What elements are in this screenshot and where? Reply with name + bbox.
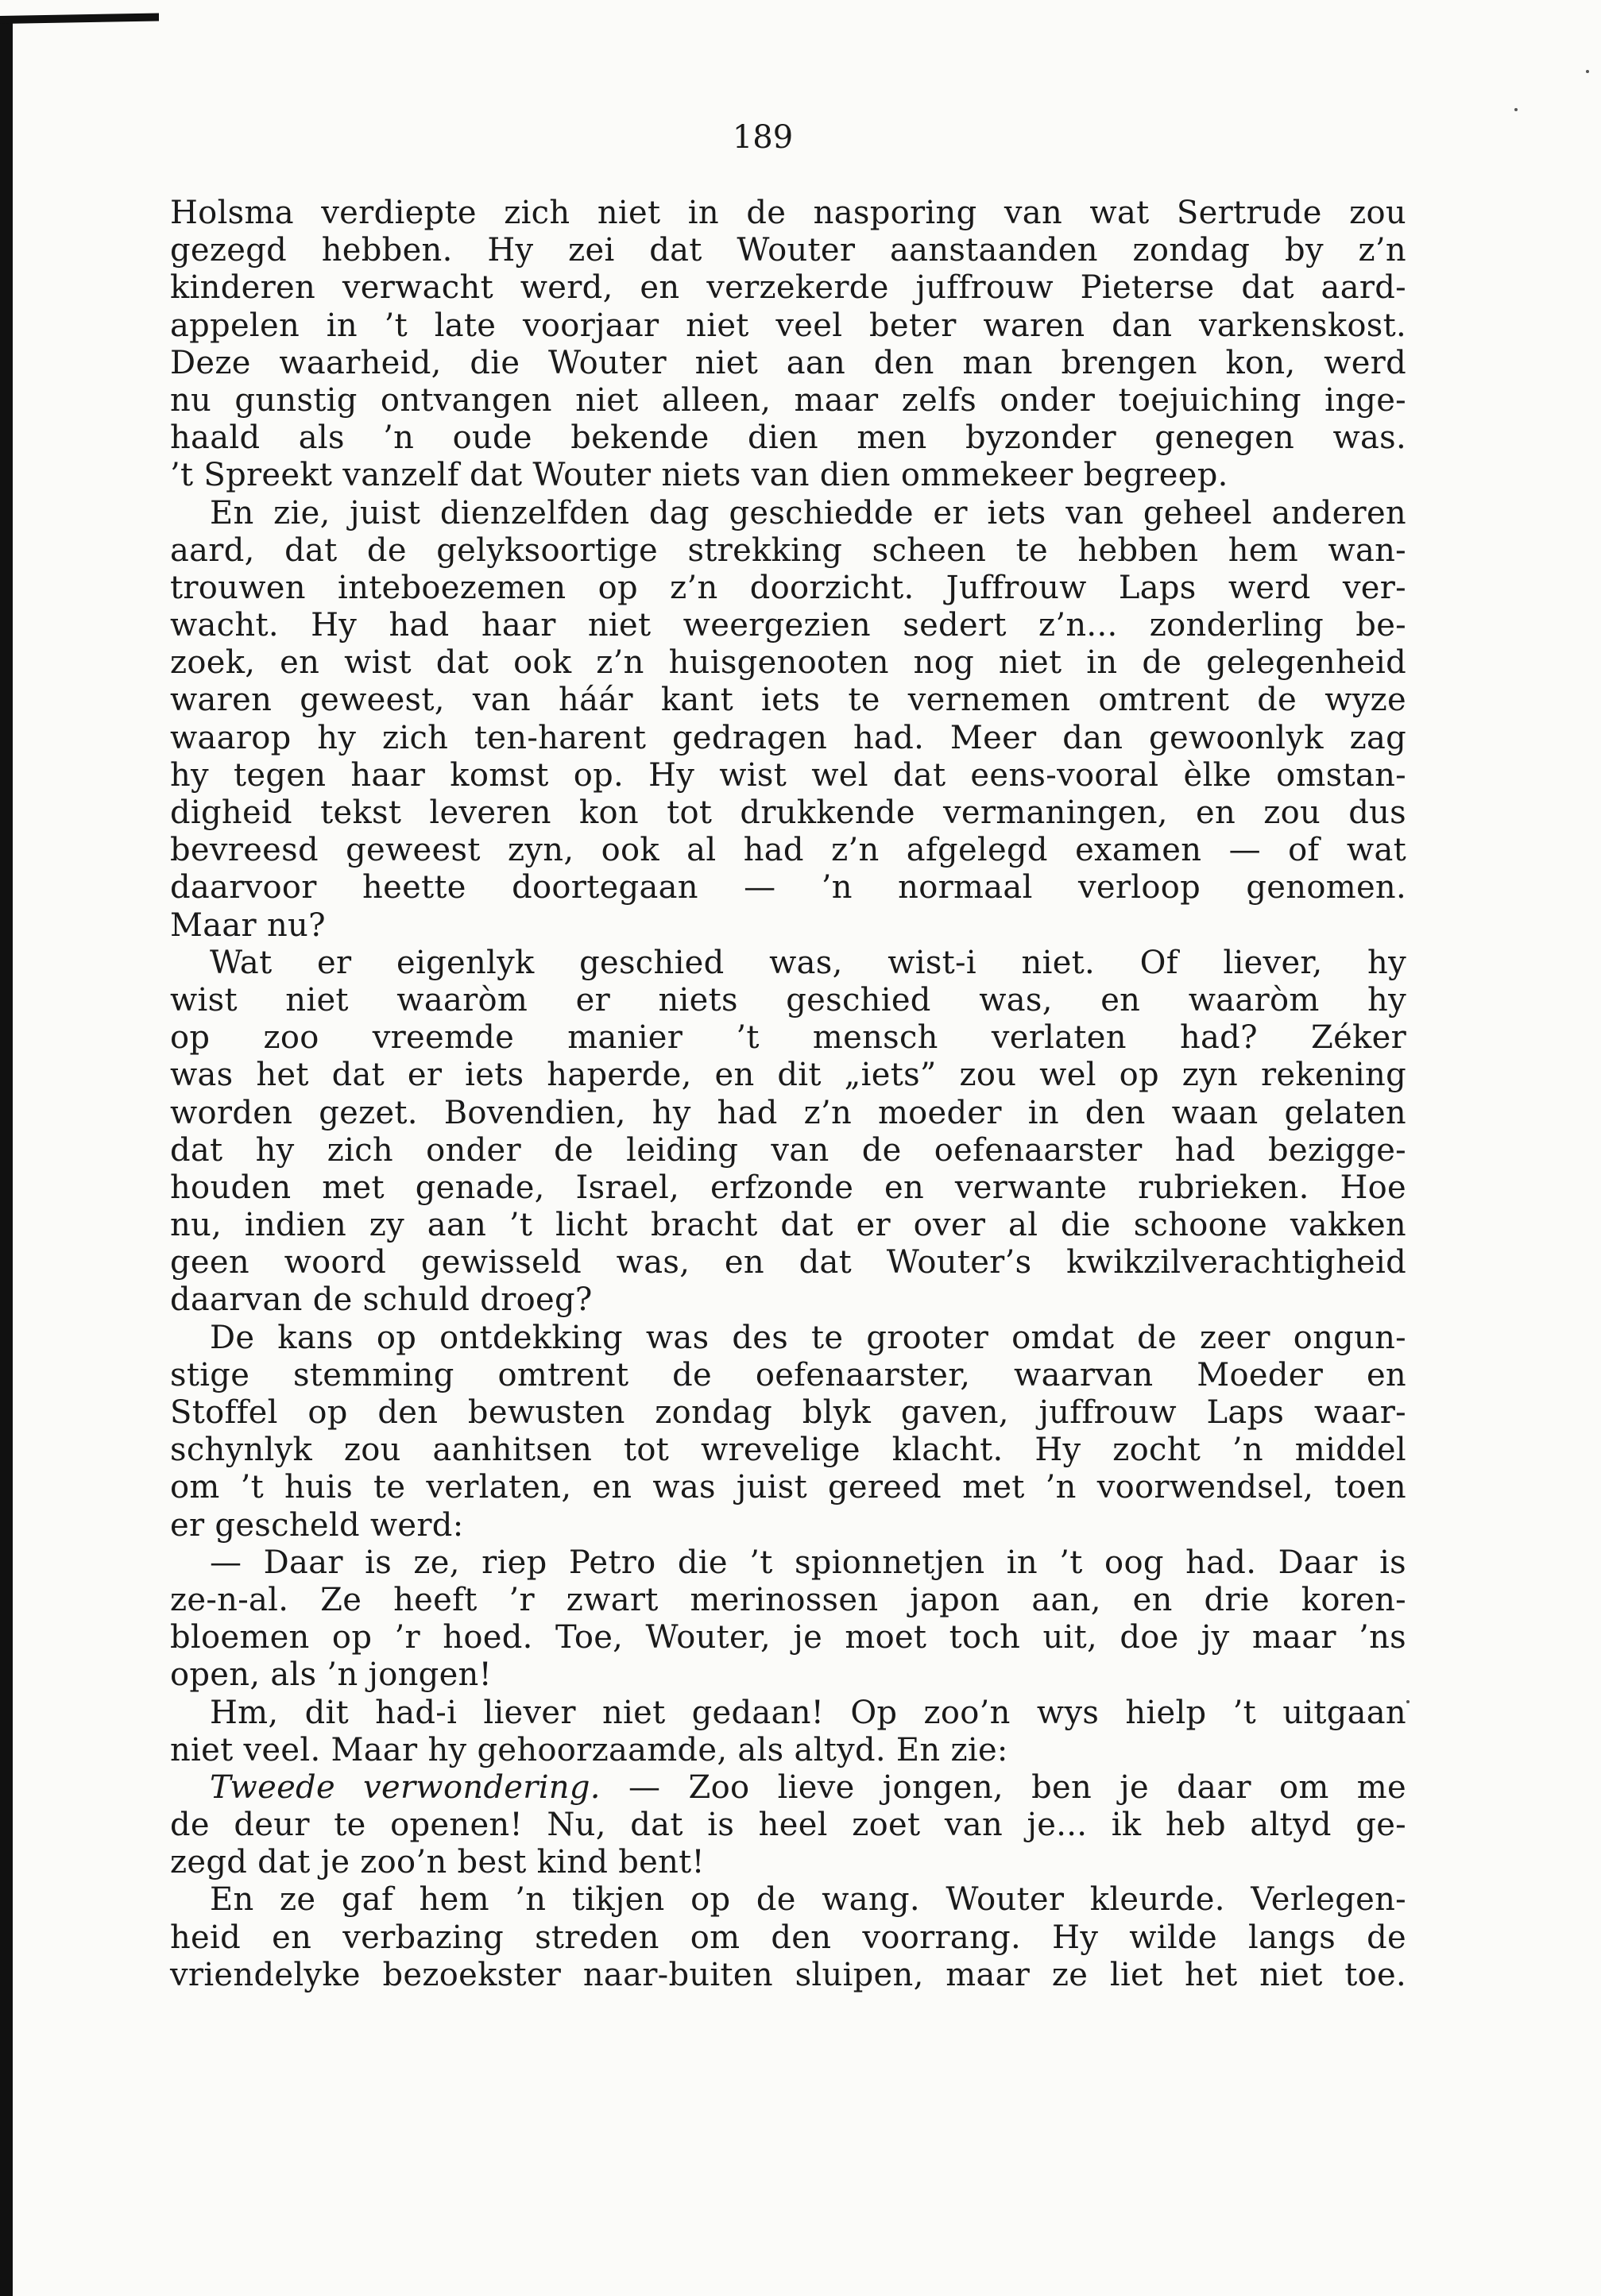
text-line: er gescheld werd: [170, 1506, 464, 1544]
text-line: niet veel. Maar hy gehoorzaamde, als altyd. En zie: [170, 1731, 1008, 1768]
text-line: worden gezet. Bovendien, hy had z’n moeder in den waan gelaten [170, 1094, 1406, 1131]
text-line: geen woord gewisseld was, en dat Wouter’s kwikzilverachtigheid [170, 1244, 1406, 1281]
text-line: bevreesd geweest zyn, ook al had z’n afgelegd examen — of wat [170, 832, 1406, 869]
text-line: vriendelyke bezoekster naar-buiten sluipen, maar ze liet het niet toe. [170, 1956, 1406, 1993]
page-number: 189 [732, 119, 794, 156]
text-line: stige stemming omtrent de oefenaarster, waarvan Moeder en [170, 1356, 1406, 1393]
text-line: haald als ’n oude bekende dien men byzonder genegen was. [170, 419, 1406, 457]
text-line: trouwen inteboezemen op z’n doorzicht. Juffrouw Laps werd ver- [170, 569, 1406, 606]
text-line: dat hy zich onder de leiding van de oefenaarster had bezigge- [170, 1131, 1406, 1169]
text-line: zoek, en wist dat ook z’n huisgenooten nog niet in de gelegenheid [170, 644, 1406, 682]
text-line: Holsma verdiepte zich niet in de nasporing van wat Sertrude zou [170, 195, 1406, 231]
text-line: zegd dat je zoo’n best kind bent! [170, 1844, 705, 1881]
text-line: Deze waarheid, die Wouter niet aan den man brengen kon, werd [170, 344, 1406, 381]
text-line: nu, indien zy aan ’t licht bracht dat er over al die schoone vakken [170, 1207, 1406, 1244]
text-line: open, als ’n jongen! [170, 1656, 492, 1694]
body-text [170, 195, 1406, 1994]
text-line: daarvan de schuld droeg? [170, 1281, 593, 1319]
text-line-rest: — Zoo lieve jongen, ben je daar om me [600, 1768, 1407, 1806]
text-line: ze-n-al. Ze heeft ’r zwart merinossen japon aan, en drie koren- [170, 1581, 1406, 1618]
text-line: Hm, dit had-i liever niet gedaan! Op zoo’n wys hielp ’t uitgaan [210, 1694, 1406, 1731]
text-line: was het dat er iets haperde, en dit „iets” zou wel op zyn rekening [170, 1057, 1406, 1094]
text-line: — Daar is ze, riep Petro die ’t spionnetjen in ’t oog had. Daar is [210, 1544, 1406, 1581]
text-line: om ’t huis te verlaten, en was juist gereed met ’n voorwendsel, toen [170, 1469, 1406, 1506]
page-edge-shadow [0, 22, 13, 2296]
text-line: nu gunstig ontvangen niet alleen, maar zelfs onder toejuiching inge- [170, 381, 1406, 419]
text-line: aard, dat de gelyksoortige strekking scheen te hebben hem wan- [170, 531, 1406, 569]
text-line: heid en verbazing streden om den voorrang. Hy wilde langs de [170, 1919, 1406, 1956]
scan-speck [1514, 108, 1518, 111]
text-line: waren geweest, van háár kant iets te vernemen omtrent de wyze [170, 682, 1406, 719]
text-line: daarvoor heette doortegaan — ’n normaal verloop genomen. [170, 869, 1406, 906]
page-edge-top-shadow [0, 14, 159, 24]
text-line: bloemen op ’r hoed. Toe, Wouter, je moet toch uit, doe jy maar ’ns [170, 1619, 1406, 1656]
text-line: ’t Spreekt vanzelf dat Wouter niets van dien ommekeer begreep. [170, 457, 1228, 494]
text-line: wist niet waaròm er niets geschied was, en waaròm hy [170, 981, 1406, 1019]
text-line: En ze gaf hem ’n tikjen op de wang. Wouter kleurde. Verlegen- [210, 1881, 1406, 1919]
text-line: schynlyk zou aanhitsen tot wrevelige klacht. Hy zocht ’n middel [170, 1432, 1406, 1469]
text-line: En zie, juist dienzelfden dag geschiedde er iets van geheel anderen [210, 494, 1406, 531]
text-line: op zoo vreemde manier ’t mensch verlaten had? Zéker [170, 1019, 1406, 1057]
text-line: Maar nu? [170, 906, 326, 944]
text-line: de deur te openen! Nu, dat is heel zoet van je... ik heb altyd ge- [170, 1807, 1406, 1844]
scan-speck [1406, 1700, 1410, 1703]
text-line: digheid tekst leveren kon tot drukkende vermaningen, en zou dus [170, 794, 1406, 831]
text-line: houden met genade, Israel, erfzonde en verwante rubrieken. Hoe [170, 1169, 1406, 1206]
text-line [170, 1769, 1406, 1807]
text-line: wacht. Hy had haar niet weergezien sedert z’n... zonderling be- [170, 607, 1406, 644]
text-line: hy tegen haar komst op. Hy wist wel dat eens-vooral èlke omstan- [170, 756, 1406, 794]
text-line: gezegd hebben. Hy zei dat Wouter aanstaanden zondag by z’n [170, 232, 1406, 269]
text-line: appelen in ’t late voorjaar niet veel beter waren dan varkenskost. [170, 307, 1406, 344]
scan-speck [1586, 70, 1589, 73]
text-line: kinderen verwacht werd, en verzekerde juffrouw Pieterse dat aard- [170, 269, 1406, 307]
italic-phrase: Tweede verwondering. [210, 1768, 601, 1806]
text-line: Wat er eigenlyk geschied was, wist-i niet. Of liever, hy [210, 944, 1406, 981]
text-line: Stoffel op den bewusten zondag blyk gaven, juffrouw Laps waar- [170, 1394, 1406, 1431]
text-line: De kans op ontdekking was des te grooter omdat de zeer ongun- [210, 1319, 1406, 1356]
text-line: waarop hy zich ten-harent gedragen had. Meer dan gewoonlyk zag [170, 719, 1406, 756]
